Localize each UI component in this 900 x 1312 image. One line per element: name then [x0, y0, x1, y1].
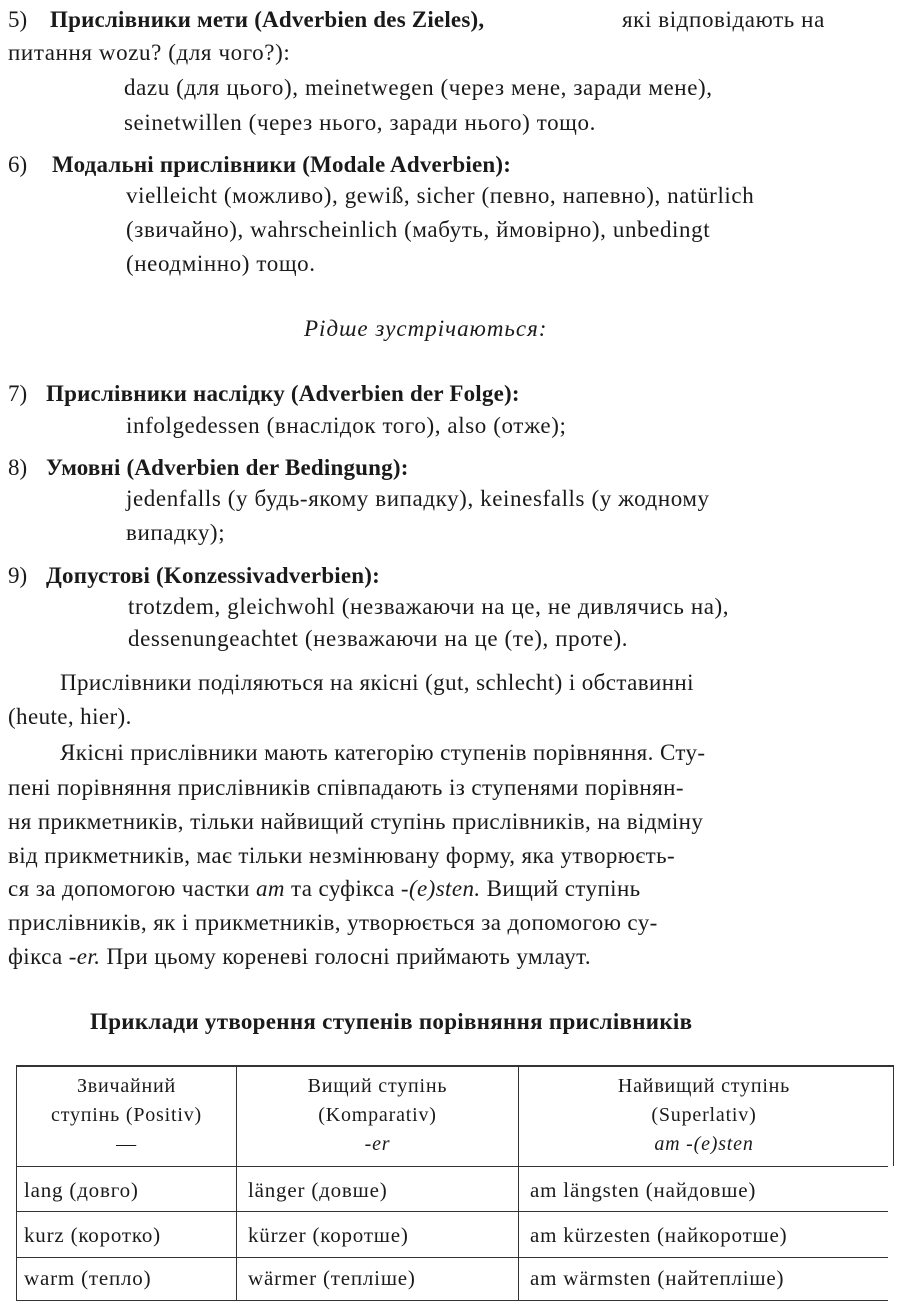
section-5-heading: Прислівники мети (Adverbien des Zieles),: [50, 7, 485, 32]
table-cell: kürzer (коротше): [248, 1223, 409, 1247]
text-run: Вищий ступінь: [480, 876, 641, 901]
header-suffix-er: -er: [364, 1133, 391, 1155]
section-5-heading-rest: які відповідають на: [622, 7, 825, 32]
header-line: Найвищий ступінь: [617, 1075, 791, 1097]
header-line: Звичайний: [76, 1075, 177, 1097]
text-run: ся за допомогою частки: [8, 876, 256, 901]
table-header-superlativ: [519, 1072, 889, 1159]
table-row-divider: [16, 1257, 888, 1258]
header-line: ступінь (Positiv): [51, 1104, 202, 1126]
header-suffix-am-esten: am -(e)sten: [654, 1133, 754, 1155]
paragraph-2-line: пені порівняння прислівників співпадають із ступенями порівнян-: [8, 775, 684, 800]
header-line: Вищий ступінь: [307, 1075, 448, 1097]
table-border-top: [16, 1065, 894, 1067]
table-cell: am längsten (найдовше): [530, 1178, 757, 1202]
item-number-6: 6): [8, 152, 28, 177]
section-5-example-line: seinetwillen (через нього, заради нього) тощо.: [124, 110, 596, 135]
paragraph-2-line: ня прикметників, тільки найвищий ступінь прислівників, на відміну: [8, 809, 704, 834]
section-6-example-line: vielleicht (можливо), gewiß, sicher (певно, напевно), natürlich: [126, 183, 755, 208]
table-header-positiv: [17, 1072, 236, 1159]
table-cell: wärmer (тепліше): [248, 1266, 416, 1290]
paragraph-1-line: (heute, hier).: [8, 704, 132, 729]
paragraph-2-line: прислівників, як і прикметників, утворюється за допомогою су-: [8, 910, 658, 935]
section-9-example-line: trotzdem, gleichwohl (незважаючи на це, не дивлячись на),: [128, 594, 730, 619]
table-border-bottom: [16, 1300, 888, 1301]
text-run: та суфікса: [284, 876, 401, 901]
paragraph-1-line: Прислівники поділяються на якісні (gut, schlecht) і обставинні: [60, 670, 694, 695]
header-dash: —: [116, 1133, 137, 1155]
section-6-example-line: (неодмінно) тощо.: [126, 251, 316, 276]
section-7-example-line: infolgedessen (внаслідок того), also (отже);: [126, 413, 567, 438]
header-line: (Superlativ): [651, 1104, 757, 1126]
paragraph-2-line: від прикметників, має тільки незмінювану форму, яка утворюєть-: [8, 843, 676, 868]
item-number-8: 8): [8, 455, 28, 480]
section-6-heading: Модальні прислівники (Modale Adverbien):: [52, 152, 512, 177]
section-5-question: питання wozu? (для чого?):: [8, 40, 291, 65]
text-run: фікса: [8, 944, 69, 969]
table-cell: länger (довше): [248, 1178, 388, 1202]
item-number-5: 5): [8, 7, 28, 32]
table-border-right: [893, 1065, 894, 1166]
header-line: (Komparativ): [318, 1104, 437, 1126]
paragraph-2-line: Якісні прислівники мають категорію ступенів порівняння. Сту-: [60, 740, 706, 765]
table-cell: warm (тепло): [24, 1266, 152, 1290]
italic-suffix-esten: -(e)sten.: [400, 876, 481, 901]
table-title: Приклади утворення ступенів порівняння прислівників: [90, 1009, 693, 1034]
item-number-9: 9): [8, 563, 28, 588]
section-8-heading: Умовні (Adverbien der Bedingung):: [46, 455, 409, 480]
text-run: При цьому кореневі голосні приймають умлаут.: [100, 944, 591, 969]
item-number-7: 7): [8, 381, 28, 406]
section-5-example-line: dazu (для цього), meinetwegen (через мене, заради мене),: [124, 75, 713, 100]
table-cell: lang (довго): [24, 1178, 139, 1202]
section-6-example-line: (звичайно), wahrscheinlich (мабуть, ймовірно), unbedingt: [126, 217, 711, 242]
section-8-example-line: jedenfalls (у будь-якому випадку), keinesfalls (у жодному: [126, 486, 710, 511]
table-row-divider: [16, 1211, 888, 1212]
italic-suffix-er: -er.: [68, 944, 101, 969]
section-8-example-line: випадку);: [126, 520, 226, 545]
section-7-heading: Прислівники наслідку (Adverbien der Folge):: [46, 381, 520, 406]
section-9-heading: Допустові (Konzessivadverbien):: [46, 563, 381, 588]
table-header-komparativ: [237, 1072, 518, 1159]
subheading-rarer: Рідше зустрічаються:: [304, 316, 548, 341]
table-cell: am kürzesten (найкоротше): [530, 1223, 788, 1247]
table-header-divider: [16, 1166, 888, 1167]
table-cell: kurz (коротко): [24, 1223, 161, 1247]
section-9-example-line: dessenungeachtet (незважаючи на це (те), проте).: [128, 626, 629, 651]
table-cell: am wärmsten (найтепліше): [530, 1266, 785, 1290]
italic-term-am: am: [255, 876, 285, 901]
